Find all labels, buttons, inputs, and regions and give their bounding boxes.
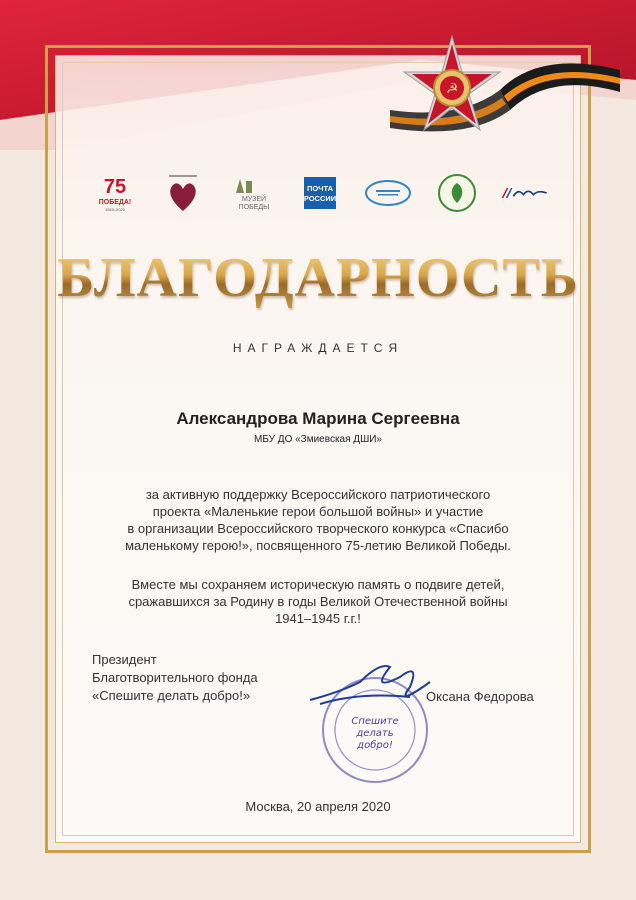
museum-logo-line2: ПОБЕДЫ [238, 204, 269, 211]
paragraph-line: проекта «Маленькие герои большой войны» и участие [152, 504, 484, 519]
gratitude-paragraph [90, 486, 546, 554]
paragraph-line: маленькому герою!», посвященного 75-летию Великой Победы. [125, 538, 511, 553]
victory-museum-logo [227, 171, 277, 215]
green-organization-logo [432, 171, 482, 215]
victory-logo-years: 1945–2020 [104, 207, 126, 212]
stamp-line3: добро! [357, 740, 393, 751]
victory-logo-number: 75 [103, 176, 127, 198]
patriotic-war-order-icon [390, 30, 620, 150]
victory-logo-text: ПОБЕДА! [98, 199, 132, 206]
place-and-date: Москва, 20 апреля 2020 [245, 799, 391, 814]
paragraph-line: за активную поддержку Всероссийского патриотического [145, 487, 491, 502]
signer-position-line: «Спешите делать добро!» [92, 688, 251, 703]
signer-position-line: Президент [92, 652, 157, 667]
post-logo-line2: РОССИИ [303, 194, 337, 203]
signer-position-line: Благотворительного фонда [92, 670, 258, 685]
parents-association-logo [363, 171, 413, 215]
partner-logos [90, 168, 550, 218]
signer-name: Оксана Федорова [426, 689, 534, 704]
paragraph-line: сражавшихся за Родину в годы Великой Отечественной войны [128, 594, 508, 609]
post-logo-line1: ПОЧТА [306, 184, 333, 193]
official-stamp-and-signature [300, 652, 450, 787]
svg-text:☭: ☭ [445, 81, 459, 97]
paragraph-line: в организации Всероссийского творческого конкурса «Спасибо [127, 521, 509, 536]
victory-75-logo [90, 171, 140, 215]
memory-paragraph [90, 576, 546, 627]
signer-position [92, 651, 312, 705]
stamp-line1: Спешите [351, 716, 399, 727]
recipient-organization: МБУ ДО «Змиевская ДШИ» [254, 434, 382, 445]
charity-fund-logo [158, 171, 208, 215]
recipient-name: Александрова Марина Сергеевна [176, 409, 460, 428]
media-center-logo [500, 171, 550, 215]
stamp-line2: делать [356, 728, 394, 739]
paragraph-line: 1941–1945 г.г.! [275, 611, 361, 626]
museum-logo-line1: МУЗЕЙ [241, 196, 266, 203]
paragraph-line: Вместе мы сохраняем историческую память о подвиге детей, [131, 577, 505, 592]
awarded-label: НАГРАЖДАЕТСЯ [232, 341, 404, 355]
russian-post-logo [295, 171, 345, 215]
certificate-title: БЛАГОДАРНОСТЬ [0, 246, 636, 310]
